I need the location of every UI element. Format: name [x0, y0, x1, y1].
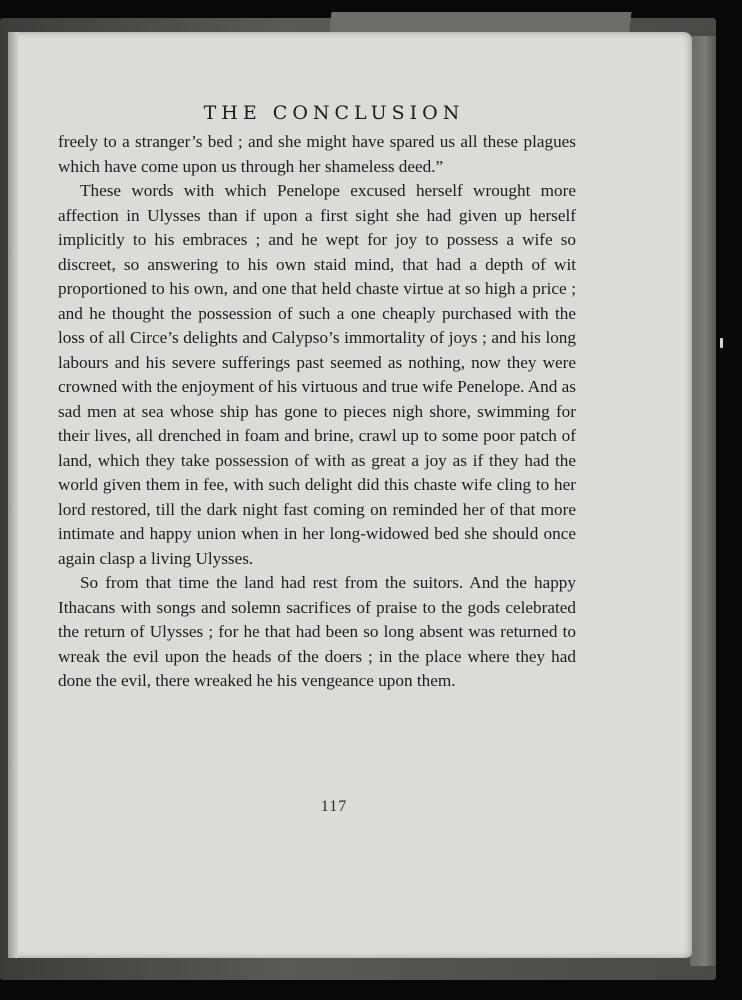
body-text	[58, 130, 576, 694]
book-page	[8, 32, 692, 958]
edge-mark	[720, 338, 723, 348]
paragraph-rest: So from that time the land had rest from the suitors. And the happy Ithacans with songs and solemn sacrifices of praise to the gods celebrated the return of Ulysses ; for he that had been so long absent was returned to wreak the evil upon the heads of the doers ; in the place where they had done the evil, there wreaked he his vengeance upon them.	[58, 573, 576, 690]
running-head: THE CONCLUSION	[203, 102, 465, 124]
page-number: 117	[320, 798, 348, 815]
page-edge-strip	[690, 36, 716, 966]
paragraph-penelope: These words with which Penelope excused herself wrought more affection in Ulysses than if upon a first sight she had given up herself implicitly to his embraces ; and he wept for joy to possess a wife so discreet, so answering to his own staid mind, that had a depth of wit proportioned to his own, and one that held chaste virtue at so high a price ; and he thought the possession of such a one cheaply purchased with the loss of all Circe’s delights and Calypso’s immortality of joys ; and his long labours and his severe sufferings past seemed as nothing, now they were crowned with the enjoyment of his virtuous and true wife Penelope. And as sad men at sea whose ship has gone to pieces nigh shore, swimming for their lives, all drenched in foam and brine, crawl up to some poor patch of land, which they take possession of with as great a joy as if they had the world given them in fee, with such delight did this chaste wife cling to her lord restored, till the dark night fast coming on reminded her of that more intimate and happy union when in her long-widowed bed she should once again clasp a living Ulysses.	[58, 181, 576, 568]
paragraph-continued: freely to a stranger’s bed ; and she might have spared us all these plagues which have come upon us through her shameless deed.”	[58, 132, 576, 176]
page-gutter	[8, 32, 18, 958]
